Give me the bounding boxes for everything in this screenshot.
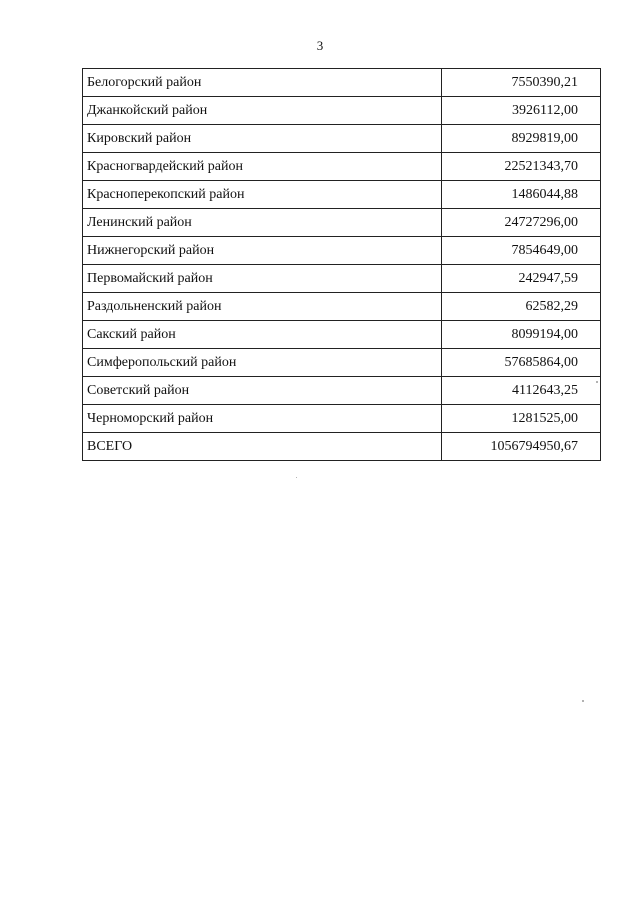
district-amount: 242947,59 — [442, 265, 601, 293]
district-amount: 24727296,00 — [442, 209, 601, 237]
district-amount: 3926112,00 — [442, 97, 601, 125]
district-amount: 22521343,70 — [442, 153, 601, 181]
district-amount: 1486044,88 — [442, 181, 601, 209]
total-label: ВСЕГО — [83, 433, 442, 461]
district-amount: 62582,29 — [442, 293, 601, 321]
district-name: Джанкойский район — [83, 97, 442, 125]
table-row — [83, 237, 601, 265]
district-name: Симферопольский район — [83, 349, 442, 377]
district-name: Ленинский район — [83, 209, 442, 237]
table-row — [83, 209, 601, 237]
district-amount: 4112643,25 — [442, 377, 601, 405]
scan-speck — [296, 477, 297, 478]
district-name: Кировский район — [83, 125, 442, 153]
district-name: Красноперекопский район — [83, 181, 442, 209]
district-name: Красногвардейский район — [83, 153, 442, 181]
district-amount: 8099194,00 — [442, 321, 601, 349]
scan-speck — [582, 700, 584, 702]
district-amount: 7550390,21 — [442, 69, 601, 97]
table-row — [83, 97, 601, 125]
total-amount: 1056794950,67 — [442, 433, 601, 461]
district-name: Белогорский район — [83, 69, 442, 97]
district-name: Черноморский район — [83, 405, 442, 433]
district-name: Первомайский район — [83, 265, 442, 293]
table-row — [83, 181, 601, 209]
table-row — [83, 125, 601, 153]
district-name: Советский район — [83, 377, 442, 405]
scan-speck — [596, 381, 598, 383]
district-name: Нижнегорский район — [83, 237, 442, 265]
table-row — [83, 293, 601, 321]
table-row — [83, 265, 601, 293]
table-row — [83, 349, 601, 377]
district-amounts-table — [82, 68, 601, 461]
district-name: Сакский район — [83, 321, 442, 349]
district-name: Раздольненский район — [83, 293, 442, 321]
district-amount: 57685864,00 — [442, 349, 601, 377]
district-amount: 1281525,00 — [442, 405, 601, 433]
total-row — [83, 433, 601, 461]
district-amount: 7854649,00 — [442, 237, 601, 265]
table-row — [83, 153, 601, 181]
page-number: 3 — [316, 38, 324, 53]
district-amount: 8929819,00 — [442, 125, 601, 153]
table-row — [83, 321, 601, 349]
table-row — [83, 69, 601, 97]
table-row — [83, 377, 601, 405]
table-row — [83, 405, 601, 433]
